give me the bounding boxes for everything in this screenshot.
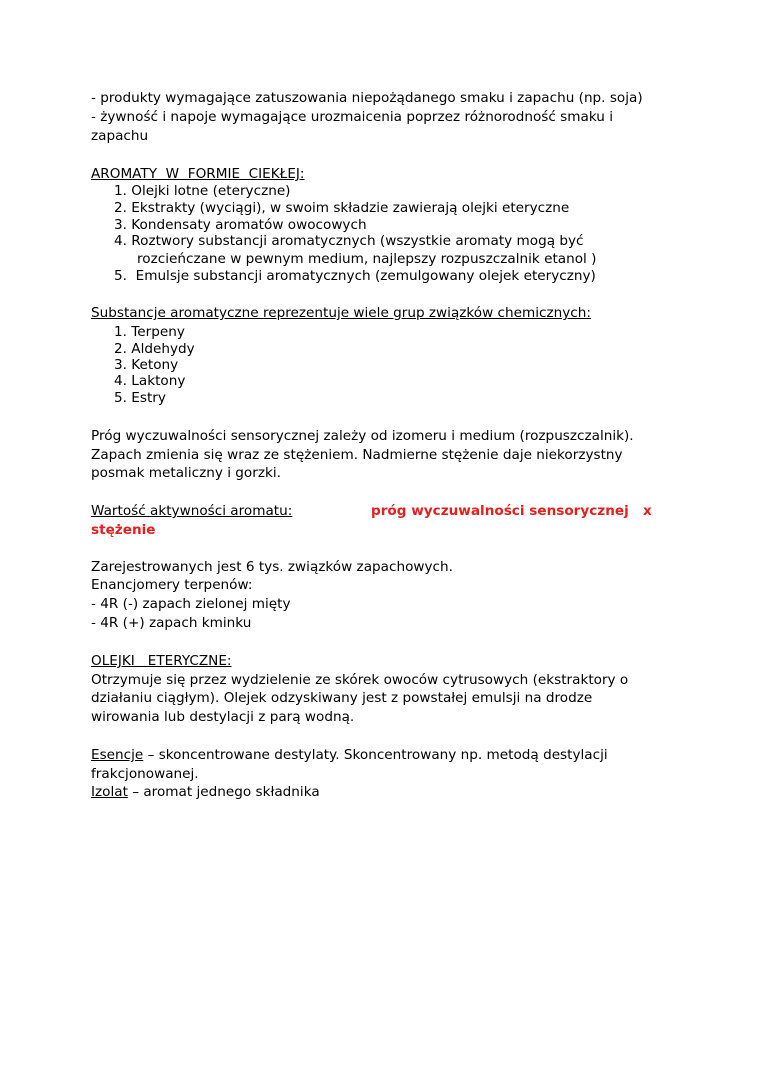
list-item: 3. Ketony (114, 357, 179, 373)
list-item-continuation: rozcieńczane w pewnym medium, najlepszy rozpuszczalnik etanol ) (137, 251, 597, 267)
compounds-line: Zarejestrowanych jest 6 tys. związków zapachowych. (91, 559, 453, 575)
izolat-definition (91, 783, 320, 801)
intro-line: - żywność i napoje wymagające urozmaicenia poprzez różnorodność smaku i (91, 109, 613, 125)
compound-groups-heading: Substancje aromatyczne reprezentuje wiele grup związków chemicznych: (91, 305, 591, 321)
threshold-line: Próg wyczuwalności sensorycznej zależy od izomeru i medium (rozpuszczalnik). (91, 428, 634, 444)
threshold-line: Zapach zmienia się wraz ze stężeniem. Nadmierne stężenie daje niekorzystny (91, 447, 623, 463)
list-item: 4. Laktony (114, 373, 186, 389)
esencje-definition-continuation: frakcjonowanej. (91, 766, 199, 782)
list-item: 3. Kondensaty aromatów owocowych (114, 217, 367, 233)
esencje-definition (91, 746, 608, 764)
liquid-aromas-heading: AROMATY W FORMIE CIEKŁEJ: (91, 166, 305, 182)
compounds-line: - 4R (+) zapach kminku (91, 615, 252, 631)
essential-oils-line: działaniu ciągłym). Olejek odzyskiwany jest z powstałej emulsji na drodze (91, 690, 593, 706)
essential-oils-line: wirowania lub destylacji z parą wodną. (91, 709, 355, 725)
list-item: 1. Terpeny (114, 324, 185, 340)
activity-formula: próg wyczuwalności sensorycznej x (371, 503, 652, 519)
list-item: 5. Estry (114, 390, 166, 406)
intro-line: - produkty wymagające zatuszowania niepożądanego smaku i zapachu (np. soja) (91, 90, 643, 106)
essential-oils-line: Otrzymuje się przez wydzielenie ze skórek owoców cytrusowych (ekstraktory o (91, 672, 629, 688)
threshold-line: posmak metaliczny i gorzki. (91, 465, 281, 481)
izolat-text: – aromat jednego składnika (127, 784, 320, 800)
list-item: 4. Roztwory substancji aromatycznych (wszystkie aromaty mogą być (114, 233, 584, 249)
intro-line: zapachu (91, 128, 149, 144)
list-item: 1. Olejki lotne (eteryczne) (114, 183, 291, 199)
izolat-term: Izolat (91, 784, 128, 800)
compounds-line: Enancjomery terpenów: (91, 577, 253, 593)
esencje-term: Esencje (91, 747, 144, 763)
activity-label: Wartość aktywności aromatu: (91, 503, 293, 519)
esencje-text: – skoncentrowane destylaty. Skoncentrowany np. metodą destylacji (143, 747, 608, 763)
list-item: 2. Aldehydy (114, 341, 195, 357)
activity-formula-continuation: stężenie (91, 522, 156, 538)
list-item: 5. Emulsje substancji aromatycznych (zemulgowany olejek eteryczny) (114, 268, 596, 284)
essential-oils-heading: OLEJKI ETERYCZNE: (91, 653, 232, 669)
list-item: 2. Ekstrakty (wyciągi), w swoim składzie zawierają olejki eteryczne (114, 200, 570, 216)
compounds-line: - 4R (-) zapach zielonej mięty (91, 596, 291, 612)
